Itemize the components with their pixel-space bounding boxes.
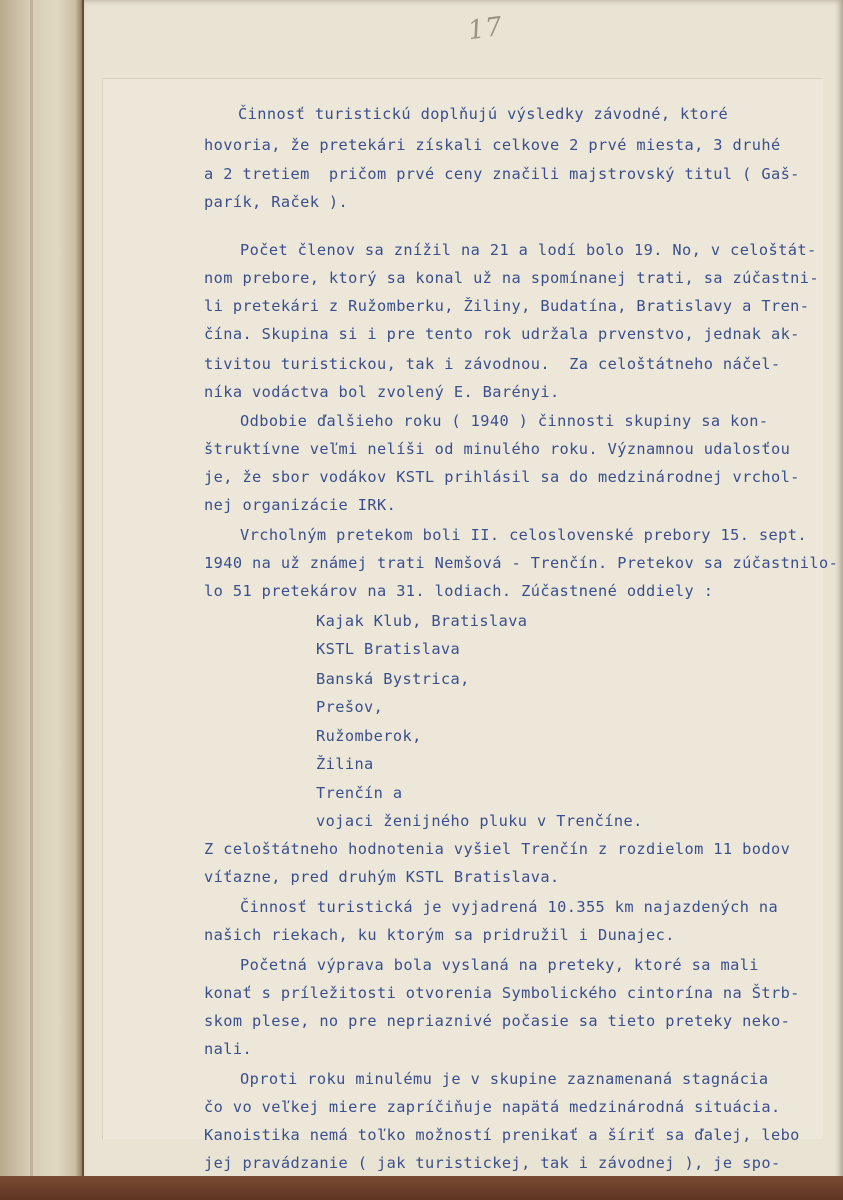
text-line: Počet členov sa znížil na 21 a lodí bolo 19. No, v celoštát-: [240, 241, 817, 259]
text-line: štruktívne veľmi nelíši od minulého roku. Významnou udalosťou: [204, 440, 791, 458]
page-number: 17: [466, 11, 506, 47]
text-line: 1940 na už známej trati Nemšová - Trenčín. Pretekov sa zúčastnilo-: [204, 554, 839, 572]
text-line: nom prebore, ktorý sa konal už na spomínanej trati, sa zúčastni-: [204, 269, 820, 287]
text-line: tivitou turistickou, tak i závodnou. Za celoštátneho náčel-: [204, 355, 781, 373]
text-line: skom plese, no pre nepriaznivé počasie sa tieto preteky nekо-: [204, 1012, 791, 1030]
text-line: Početná výprava bola vyslaná na preteky, ktoré sa mali: [240, 956, 759, 974]
binding-edge: [0, 1176, 843, 1200]
text-line: a 2 tretiem pričom prvé ceny značili majstrovský titul ( Gaš-: [204, 165, 800, 183]
text-line: li pretekári z Ružomberku, Žiliny, Budatína, Bratislavy a Tren-: [204, 297, 810, 315]
text-line: konať s príležitosti otvorenia Symbolického cintorína na Štrb-: [204, 984, 800, 1002]
text-line: je, že sbor vodákov KSTL prihlásil sa do medzinárodnej vrchol-: [204, 468, 800, 486]
list-item: Žilina: [316, 755, 374, 773]
text-line: hovoria, že pretekári získali celkove 2 prvé miesta, 3 druhé: [204, 136, 781, 154]
text-line: Kanoistika nemá toľko možností prenikať a šíriť sa ďalej, lebo: [204, 1126, 800, 1144]
text-line: nej organizácie IRK.: [204, 496, 397, 514]
list-item: Ružomberok,: [316, 727, 422, 745]
text-line: níka vodáctva bol zvolený E. Barényi.: [204, 383, 560, 401]
list-item: KSTL Bratislava: [316, 640, 461, 658]
list-item: vojaci ženijného pluku v Trenčíne.: [316, 812, 643, 830]
text-line: Odbobie ďalšieho roku ( 1940 ) činnosti skupiny sa kon-: [240, 412, 769, 430]
text-line: našich riekach, ku ktorým sa pridružil i Dunajec.: [204, 926, 675, 944]
text-line: víťazne, pred druhým KSTL Bratislava.: [204, 868, 560, 886]
text-line: Činnosť turistická je vyjadrená 10.355 km najazdených na: [240, 898, 779, 916]
text-line: jej pravádzanie ( jak turistickej, tak i závodnej ), je spo-: [204, 1154, 781, 1172]
text-line: čína. Skupina si i pre tento rok udržala prvenstvo, jednak ak-: [204, 325, 800, 343]
text-line: lo 51 pretekárov na 31. lodiach. Zúčastnené oddiely :: [204, 582, 714, 600]
text-line: čo vo veľkej miere zapríčiňuje napätá medzinárodná situácia.: [204, 1098, 781, 1116]
list-item: Banská Bystrica,: [316, 670, 470, 688]
text-line: parík, Raček ).: [204, 193, 349, 211]
list-item: Prešov,: [316, 698, 384, 716]
list-item: Kajak Klub, Bratislava: [316, 612, 528, 630]
list-item: Trenčín a: [316, 784, 403, 802]
text-line: Oproti roku minulému je v skupine zaznamenaná stagnácia: [240, 1070, 769, 1088]
text-line: nali.: [204, 1040, 253, 1058]
text-line: Činnosť turistickú doplňujú výsledky závodné, ktoré: [238, 105, 729, 123]
text-line: Vrcholným pretekom boli II. celoslovenské prebory 15. sept.: [240, 526, 807, 544]
text-line: Z celoštátneho hodnotenia vyšiel Trenčín z rozdielom 11 bodov: [204, 840, 791, 858]
